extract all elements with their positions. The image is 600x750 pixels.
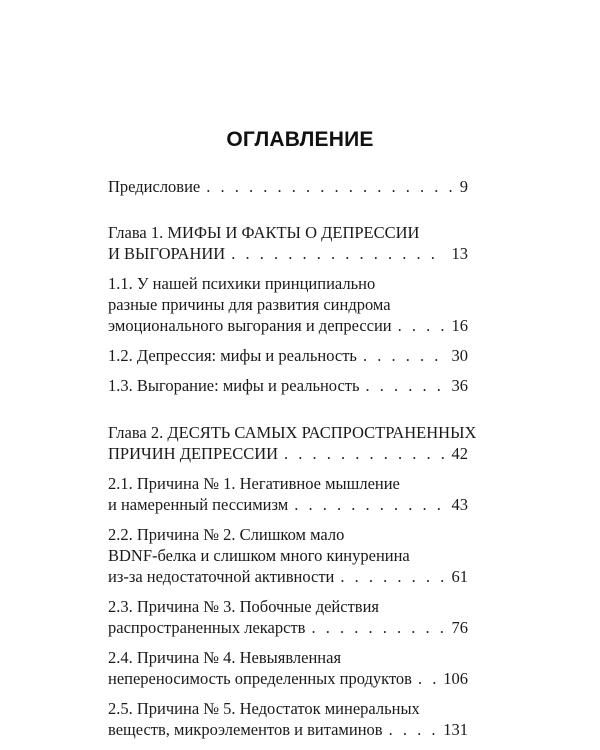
table-of-contents	[108, 176, 477, 740]
dot-leader	[389, 719, 438, 740]
page-number: 13	[451, 244, 468, 263]
toc-entry-section-2-2[interactable]	[108, 524, 468, 587]
page-number: 106	[443, 669, 468, 688]
toc-entry-line: 2.5. Причина № 5. Недостаток минеральных	[108, 699, 420, 718]
toc-entry-last-line	[108, 176, 468, 197]
toc-entry-line: разные причины для развития синдрома	[108, 295, 391, 314]
toc-entry-line: 2.2. Причина № 2. Слишком мало	[108, 525, 345, 544]
page-number: 131	[443, 720, 468, 739]
toc-entry-last-line	[108, 375, 468, 396]
toc-entry-text: 1.3. Выгорание: мифы и реальность	[108, 376, 360, 395]
page-number: 61	[451, 567, 468, 586]
toc-entry-chapter-2[interactable]	[108, 422, 477, 464]
toc-entry-text: ПРИЧИН ДЕПРЕССИИ	[108, 444, 279, 463]
dot-leader	[206, 176, 454, 197]
toc-entry-text: И ВЫГОРАНИИ	[108, 244, 226, 263]
dot-leader	[398, 315, 446, 336]
toc-entry-line: BDNF-белка и слишком много кинуренина	[108, 546, 410, 565]
toc-entry-last-line	[108, 443, 468, 464]
page-number: 9	[459, 177, 468, 196]
toc-entry-text: Предисловие	[108, 177, 201, 196]
toc-entry-line: Глава 1. МИФЫ И ФАКТЫ О ДЕПРЕССИИ	[108, 223, 420, 242]
dot-leader	[284, 443, 445, 464]
toc-entry-last-line	[108, 566, 468, 587]
dot-leader	[340, 566, 445, 587]
toc-entry-line: 2.1. Причина № 1. Негативное мышление	[108, 474, 400, 493]
page-number: 36	[451, 376, 468, 395]
toc-entry-last-line	[108, 668, 468, 689]
toc-entry-last-line	[108, 719, 468, 740]
toc-entry-text: эмоционального выгорания и депрессии	[108, 316, 392, 335]
toc-entry-last-line	[108, 243, 468, 264]
dot-leader	[363, 345, 446, 366]
toc-entry-text: из-за недостаточной активности	[108, 567, 335, 586]
page-number: 76	[451, 618, 468, 637]
toc-entry-line: 2.3. Причина № 3. Побочные действия	[108, 597, 379, 616]
toc-entry-text: распространенных лекарств	[108, 618, 306, 637]
page-number: 16	[451, 316, 468, 335]
toc-entry-text: и намеренный пессимизм	[108, 495, 289, 514]
dot-leader	[418, 668, 437, 689]
dot-leader	[231, 243, 445, 264]
toc-entry-line: 2.4. Причина № 4. Невыявленная	[108, 648, 342, 667]
page-title: ОГЛАВЛЕНИЕ	[226, 128, 374, 151]
toc-entry-section-1-1[interactable]	[108, 273, 468, 336]
dot-leader	[366, 375, 446, 396]
toc-entry-line: Глава 2. ДЕСЯТЬ САМЫХ РАСПРОСТРАНЕННЫХ	[108, 423, 477, 442]
toc-entry-section-1-2[interactable]	[108, 345, 468, 366]
toc-entry-last-line	[108, 315, 468, 336]
toc-entry-last-line	[108, 617, 468, 638]
toc-entry-chapter-1[interactable]	[108, 222, 468, 264]
toc-entry-section-2-5[interactable]	[108, 698, 468, 740]
toc-entry-preface[interactable]	[108, 176, 468, 197]
toc-entry-line: 1.1. У нашей психики принципиально	[108, 274, 376, 293]
toc-entry-section-1-3[interactable]	[108, 375, 468, 396]
toc-entry-section-2-1[interactable]	[108, 473, 468, 515]
page-number: 42	[451, 444, 468, 463]
toc-entry-text: 1.2. Депрессия: мифы и реальность	[108, 346, 357, 365]
page-number: 30	[451, 346, 468, 365]
dot-leader	[294, 494, 445, 515]
dot-leader	[311, 617, 445, 638]
toc-entry-section-2-4[interactable]	[108, 647, 468, 689]
toc-entry-text: веществ, микроэлементов и витаминов	[108, 720, 383, 739]
toc-entry-text: непереносимость определенных продуктов	[108, 669, 412, 688]
toc-entry-section-2-3[interactable]	[108, 596, 468, 638]
toc-entry-last-line	[108, 345, 468, 366]
page-number: 43	[451, 495, 468, 514]
toc-entry-last-line	[108, 494, 468, 515]
